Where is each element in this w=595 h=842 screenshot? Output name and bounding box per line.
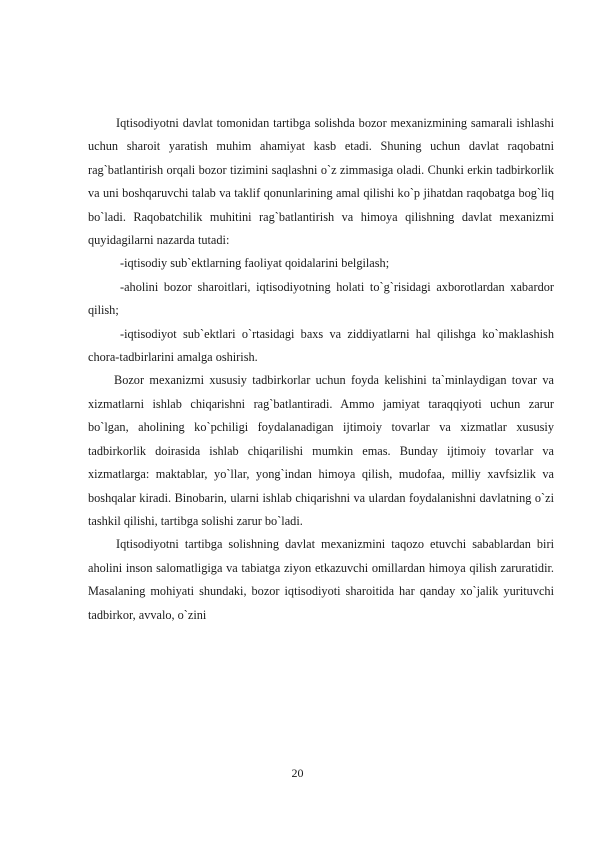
list-item: -iqtisodiy sub`ektlarning faoliyat qoidalarini belgilash; bbox=[120, 256, 390, 271]
body-text bbox=[88, 112, 554, 627]
page-number: 20 bbox=[291, 766, 304, 780]
paragraph-regulation-reasons: Iqtisodiyotni tartibga solishning davlat mexanizmini taqozo etuvchi sabablardan biri aholini inson salomatligiga va tabiatga ziyon etkazuvchi omillardan himoya qilish zaruratidir. Masalaning mohiyati shundaki, bozor iqtisodiyoti sharoitida har qanday xo`jalik yurituvchi tadbirkor, avvalo, o`zini bbox=[88, 537, 554, 622]
paragraph-intro: Iqtisodiyotni davlat tomonidan tartibga solishda bozor mexanizmining samarali ishlashi uchun sharoit yaratish muhim ahamiyat kasb etadi. Shuning uchun davlat raqobatni rag`batlantirish orqali bozor tizimini saqlashni o`z zimmasiga oladi. Chunki erkin tadbirkorlik va uni boshqaruvchi talab va taklif qonunlarining amal qilishi ko`p jihatdan raqobatga bog`liq bo`ladi. Raqobatchilik muhitini rag`batlantirish va himoya qilishning davlat mexanizmi quyidagilarni nazarda tutadi: bbox=[88, 116, 554, 248]
list-item: -iqtisodiyot sub`ektlari o`rtasidagi baxs va ziddiyatlarni hal qilishga ko`maklashish chora-tadbirlarini amalga oshirish. bbox=[88, 326, 554, 365]
paragraph-market-mechanism: Bozor mexanizmi xususiy tadbirkorlar uchun foyda kelishini ta`minlaydigan tovar va xizmatlarni ishlab chiqarishni rag`batlantiradi. Ammo jamiyat taraqqiyoti uchun zarur bo`lgan, aholining ko`pchiligi foydalanadigan ijtimoiy tovarlar va xizmatlar xususiy tadbirkorlik doirasida ishlab chiqarilishi mumkin emas. Bunday ijtimoiy tovarlar va xizmatlarga: maktablar, yo`llar, yong`indan himoya qilish, mudofaa, milliy xavfsizlik va boshqalar kiradi. Binobarin, ularni ishlab chiqarishni va ulardan foydalanishni davlatning o`zi tashkil qilishi, tartibga solishi zarur bo`ladi. bbox=[88, 373, 554, 528]
list-item: -aholini bozor sharoitlari, iqtisodiyotning holati to`g`risidagi axborotlardan xabardor qilish; bbox=[88, 279, 554, 318]
